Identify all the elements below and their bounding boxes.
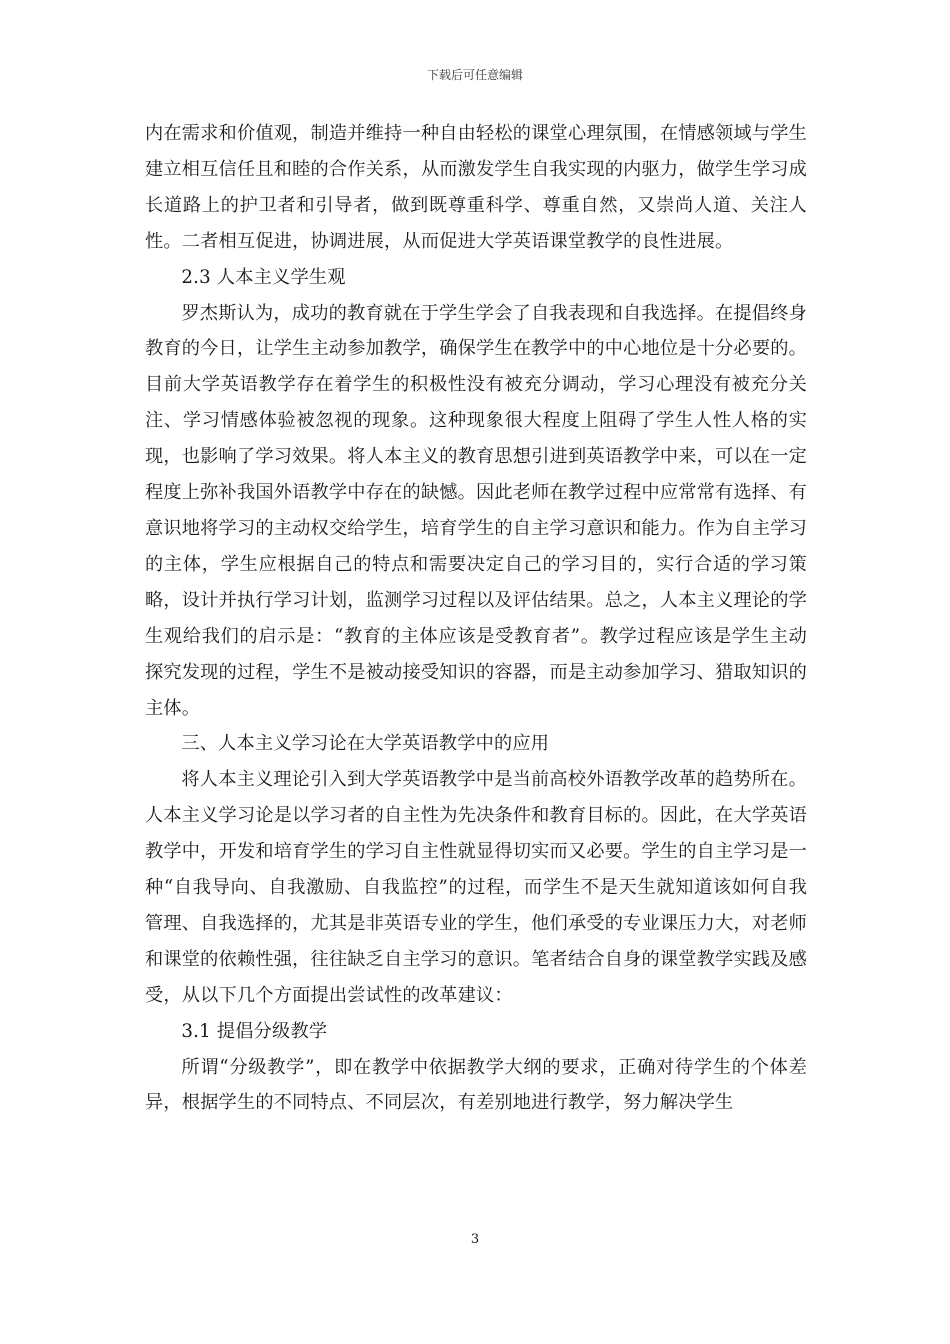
paragraph-learning-theory: 将人本主义理论引入到大学英语教学中是当前高校外语教学改革的趋势所在。人本主义学习论是以学习者的自主性为先决条件和教育目标的。因此，在大学英语教学中，开发和培育学生的学习自主性就显得切实而又必要。学生的自主学习是一种“自我导向、自我激励、自我监控”的过程，而学生不是天生就知道该如何自我管理、自我选择的，尤其是非英语专业的学生，他们承受的专业课压力大，对老师和课堂的依赖性强，往往缺乏自主学习的意识。笔者结合自身的课堂教学实践及感受，从以下几个方面提出尝试性的改革建议： [145, 769, 807, 1006]
paragraph-continuation: 内在需求和价值观，制造并维持一种自由轻松的课堂心理氛围，在情感领域与学生建立相互信任且和睦的合作关系，从而激发学生自我实现的内驱力，做学生学习成长道路上的护卫者和引导者，做到既尊重科学、尊重自然，又崇尚人道、关注人性。二者相互促进，协调进展，从而促进大学英语课堂教学的良性进展。 [145, 123, 807, 252]
page-header: 下载后可任意编辑 [426, 68, 523, 82]
section-heading-2-3: 2.3 人本主义学生观 [181, 266, 346, 288]
paragraph-student-view: 罗杰斯认为，成功的教育就在于学生学会了自我表现和自我选择。在提倡终身教育的今日，让学生主动参加教学，确保学生在教学中的中心地位是十分必要的。目前大学英语教学存在着学生的积极性没有被充分调动，学习心理没有被充分关注、学习情感体验被忽视的现象。这种现象很大程度上阻碍了学生人性人格的实现，也影响了学习效果。将人本主义的教育思想引进到英语教学中来，可以在一定程度上弥补我国外语教学中存在的缺憾。因此老师在教学过程中应常常有选择、有意识地将学习的主动权交给学生，培育学生的自主学习意识和能力。作为自主学习的主体，学生应根据自己的特点和需要决定自己的学习目的，实行合适的学习策略，设计并执行学习计划，监测学习过程以及评估结果。总之，人本主义理论的学生观给我们的启示是：“教育的主体应该是受教育者”。教学过程应该是学生主动探究发现的过程，学生不是被动接受知识的容器，而是主动参加学习、猎取知识的主体。 [145, 302, 807, 719]
document-body [145, 116, 807, 1121]
section-heading-3-1: 3.1 提倡分级教学 [181, 1020, 328, 1042]
page-number: 3 [470, 1232, 480, 1247]
section-heading-3: 三、人本主义学习论在大学英语教学中的应用 [181, 733, 550, 755]
paragraph-graded-teaching: 所谓“分级教学”，即在教学中依据教学大纲的要求，正确对待学生的个体差异，根据学生的不同特点、不同层次，有差别地进行教学，努力解决学生 [145, 1056, 807, 1114]
